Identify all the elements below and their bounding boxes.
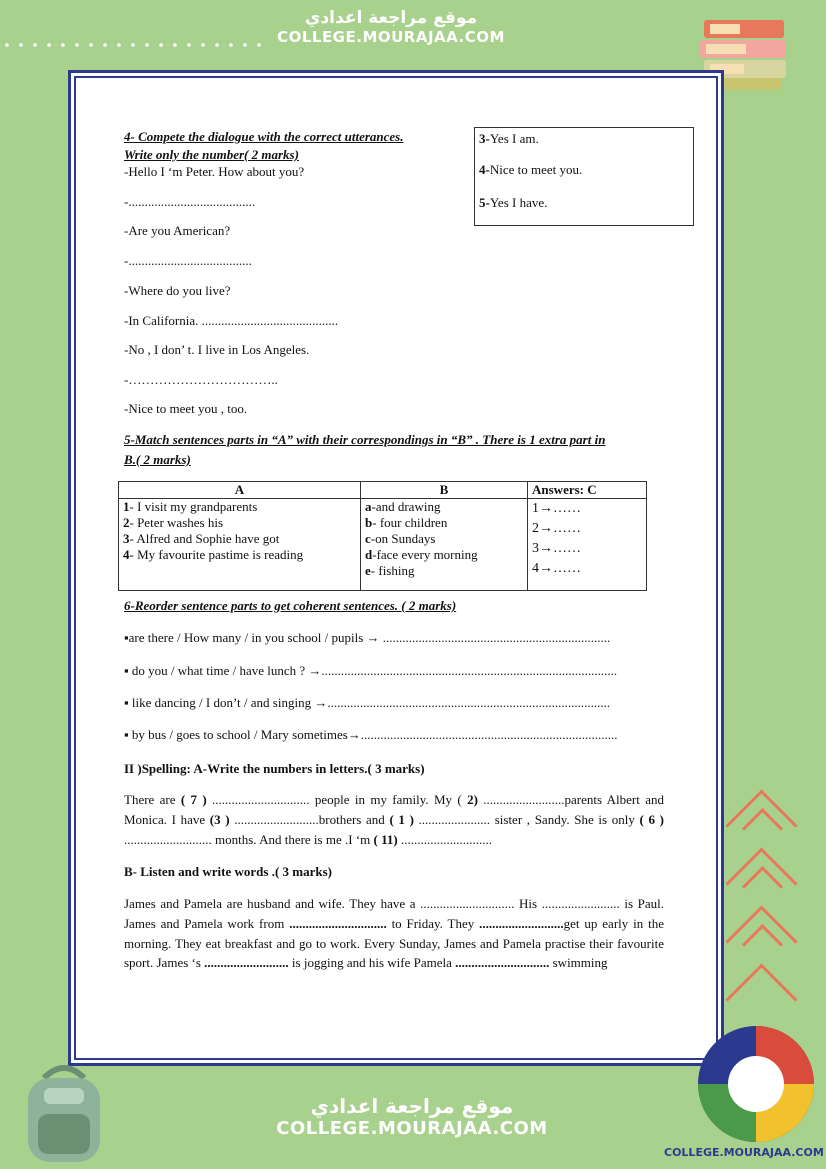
decorative-dots <box>0 42 270 48</box>
matching-table <box>118 481 647 591</box>
dialogue-line: -No , I don’ t. I live in Los Angeles. <box>124 342 310 357</box>
footer-brand[interactable]: COLLEGE.MOURAJAA.COM <box>664 1146 824 1159</box>
listening-paragraph: James and Pamela are husband and wife. They have a ............................. His ........................ is Paul. James and Pamela work from .............................. to Friday. They ..........................get up early in the morning. They eat breakfast and go to work. Every Sunday, James and Pamela practise their favourite sport. James ‘s .......................... is jogging and his wife Pamela ............................. swimming <box>124 896 665 971</box>
spelling-paragraph: There are ( 7 ) .............................. people in my family. My ( 2) .........................parents Albert and Monica. I have (3 ) ..........................brothers and ( 1 ) ...................... sister , Sandy. She is only ( 6 ) ........................... months. And there is me .I ‘m ( 11) ............................ <box>124 792 664 847</box>
header-banner <box>262 0 520 56</box>
reorder-line[interactable]: ▪ by bus / goes to school / Mary sometimes→............................................................................... <box>124 727 618 742</box>
answers-cell <box>528 499 647 591</box>
footer-url[interactable]: COLLEGE.MOURAJAA.COM <box>276 1118 548 1139</box>
answer-blank[interactable]: 2→…… <box>532 521 581 536</box>
footer-banner <box>262 1082 562 1169</box>
utterance-options-box <box>474 127 694 226</box>
answer-blank[interactable]: 1→…… <box>532 501 581 516</box>
part-a-item: 4- My favourite pastime is reading <box>123 547 304 562</box>
section-4-title: 4- Compete the dialogue with the correct utterances. <box>124 129 404 144</box>
section-6-title: 6-Reorder sentence parts to get coherent sentences. ( 2 marks) <box>124 598 457 613</box>
answer-blank[interactable]: 3→…… <box>532 541 581 556</box>
column-a-cell <box>119 499 361 591</box>
listening-title: B- Listen and write words .( 3 marks) <box>124 864 332 879</box>
option-item: 5-Yes I have. <box>479 195 548 210</box>
backpack-icon <box>14 1058 114 1166</box>
dialogue-blank[interactable]: -...................................... <box>124 253 252 268</box>
dialogue-blank[interactable]: -…………………………….. <box>124 372 278 387</box>
dialogue-line: -Where do you live? <box>124 283 231 298</box>
column-c-header: Answers: C <box>528 482 647 499</box>
reorder-line[interactable]: ▪ do you / what time / have lunch ? →........................................................................................... <box>124 663 618 678</box>
header-arabic-title: موقع مراجعة اعدادي <box>304 8 478 28</box>
part-a-item: 1- I visit my grandparents <box>123 499 258 514</box>
dialogue-line-with-blank[interactable]: -In California. .......................................... <box>124 313 339 328</box>
part-b-item: a-and drawing <box>365 499 441 514</box>
dialogue-line: -Are you American? <box>124 223 231 238</box>
section-5-title: 5-Match sentences parts in “A” with their correspondings in “B” . There is 1 extra part in <box>124 432 606 447</box>
part-a-item: 2- Peter washes his <box>123 515 224 530</box>
header-url[interactable]: COLLEGE.MOURAJAA.COM <box>277 28 505 46</box>
answer-blank[interactable]: 4→…… <box>532 561 581 576</box>
part-b-item: b- four children <box>365 515 448 530</box>
reorder-line[interactable]: ▪ like dancing / I don’t / and singing →....................................................................................... <box>124 695 611 710</box>
column-b-header: B <box>361 482 528 499</box>
section-4-subtitle: Write only the number( 2 marks) <box>124 147 299 162</box>
column-b-cell <box>361 499 528 591</box>
reorder-line[interactable]: ▪are there / How many / in you school / pupils → ...................................................................... <box>124 630 611 645</box>
spelling-title: II )Spelling: A-Write the numbers in letters.( 3 marks) <box>124 761 425 776</box>
part-b-item: c-on Sundays <box>365 531 436 546</box>
section-5-title-cont: B.( 2 marks) <box>124 452 191 467</box>
dialogue-blank[interactable]: -....................................... <box>124 194 256 209</box>
subjects-wheel-icon <box>696 1024 816 1144</box>
dialogue-line: -Hello I ‘m Peter. How about you? <box>124 164 305 179</box>
column-a-header: A <box>119 482 361 499</box>
part-b-item: e- fishing <box>365 563 415 578</box>
part-a-item: 3- Alfred and Sophie have got <box>123 531 280 546</box>
option-item: 4-Nice to meet you. <box>479 162 583 177</box>
part-b-item: d-face every morning <box>365 547 478 562</box>
dialogue-line: -Nice to meet you , too. <box>124 401 248 416</box>
option-item: 3-Yes I am. <box>479 131 539 146</box>
footer-arabic-title: موقع مراجعة اعدادي <box>310 1094 514 1118</box>
